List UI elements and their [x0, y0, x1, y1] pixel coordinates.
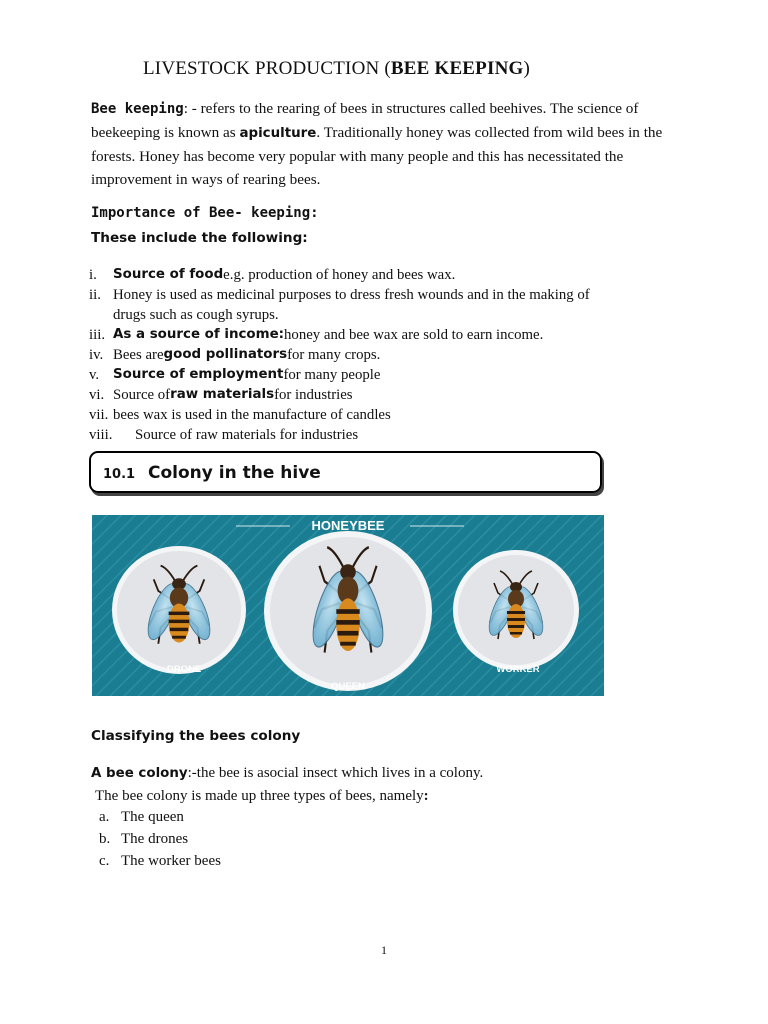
list-item	[99, 806, 221, 828]
list-number: v.	[89, 367, 100, 383]
list-bold: Source of food	[113, 267, 224, 282]
list-text: bees wax is used in the manufacture of candles	[113, 407, 391, 423]
list-item-continuation	[89, 305, 709, 325]
bee-types-list	[99, 806, 221, 872]
list-number: iv.	[89, 347, 104, 363]
classify-heading: Classifying the bees colony	[91, 728, 301, 744]
list-number: vii.	[89, 407, 109, 423]
list-number: i.	[89, 267, 97, 283]
list-text: for many crops.	[287, 347, 381, 363]
list-number: c.	[99, 853, 110, 869]
colony-paragraph	[91, 762, 691, 807]
list-text: The drones	[121, 831, 189, 847]
list-text: The queen	[121, 809, 184, 825]
worker-label: WORKER	[496, 664, 540, 675]
list-text: e.g. production of honey and bees wax.	[223, 267, 456, 283]
list-number: iii.	[89, 327, 106, 343]
list-text: for industries	[274, 387, 353, 403]
intro-text-1: : - refers to the rearing of bees in structures called beehives. The science of beekeeping is known as	[91, 100, 639, 141]
list-text: honey and bee wax are sold to earn income.	[284, 327, 544, 343]
list-number: a.	[99, 809, 110, 825]
list-pre: Source of	[113, 387, 171, 403]
list-number: ii.	[89, 287, 101, 303]
list-item	[99, 850, 221, 872]
list-number: vi.	[89, 387, 105, 403]
list-number: viii.	[89, 427, 113, 443]
intro-text-2: . Traditionally honey was collected from wild bees in the forests. Honey has become very popular with many people and this has necessitated the improvement in ways of rearing bees.	[91, 124, 663, 188]
queen-label: QUEEN	[331, 681, 365, 692]
colony-colon: :	[423, 788, 429, 804]
list-number: b.	[99, 831, 111, 847]
list-item	[89, 385, 709, 405]
list-item	[89, 285, 709, 305]
list-item	[89, 325, 709, 345]
section-title: Colony in the hive	[148, 463, 321, 483]
title-bold: BEE KEEPING	[390, 58, 524, 79]
list-text: drugs such as cough syrups.	[113, 307, 279, 323]
section-number: 10.1	[103, 467, 136, 482]
list-bold: good pollinators	[163, 347, 288, 362]
list-text: Source of raw materials for industries	[135, 427, 359, 443]
list-bold: As a source of income:	[113, 327, 285, 342]
page-number: 1	[381, 943, 387, 957]
list-item	[89, 345, 709, 365]
list-text: The worker bees	[121, 853, 221, 869]
section-heading-box	[89, 451, 602, 493]
list-bold: Source of employment	[113, 367, 284, 382]
colony-line-1	[91, 762, 691, 785]
term-apiculture: apiculture	[239, 126, 317, 141]
list-text: for many people	[283, 367, 381, 383]
importance-list	[89, 265, 709, 445]
list-bold: raw materials	[170, 387, 275, 402]
list-item	[89, 365, 709, 385]
term-bee-keeping: Bee keeping	[91, 101, 184, 117]
list-item	[99, 828, 221, 850]
title-suffix: )	[523, 58, 531, 79]
importance-heading: Importance of Bee- keeping:	[91, 205, 319, 221]
drone-label: DRONE	[166, 664, 202, 675]
honeybee-figure	[92, 515, 604, 696]
term-bee-colony: A bee colony	[91, 766, 188, 781]
intro-paragraph	[91, 97, 691, 191]
list-pre: Bees are	[113, 347, 164, 363]
list-item	[89, 425, 709, 445]
list-item	[89, 265, 709, 285]
list-text: Honey is used as medicinal purposes to dress fresh wounds and in the making of	[113, 287, 590, 303]
honeybee-illustration	[92, 515, 604, 696]
figure-title: HONEYBEE	[311, 518, 385, 533]
colony-text-2: The bee colony is made up three types of bees, namely	[95, 788, 424, 804]
list-item	[89, 405, 709, 425]
colony-line-2	[91, 785, 691, 807]
colony-text-1: :-the bee is asocial insect which lives in a colony.	[187, 765, 484, 781]
title-prefix: LIVESTOCK PRODUCTION (	[143, 58, 391, 79]
page-title	[143, 58, 530, 80]
include-heading: These include the following:	[91, 230, 308, 246]
